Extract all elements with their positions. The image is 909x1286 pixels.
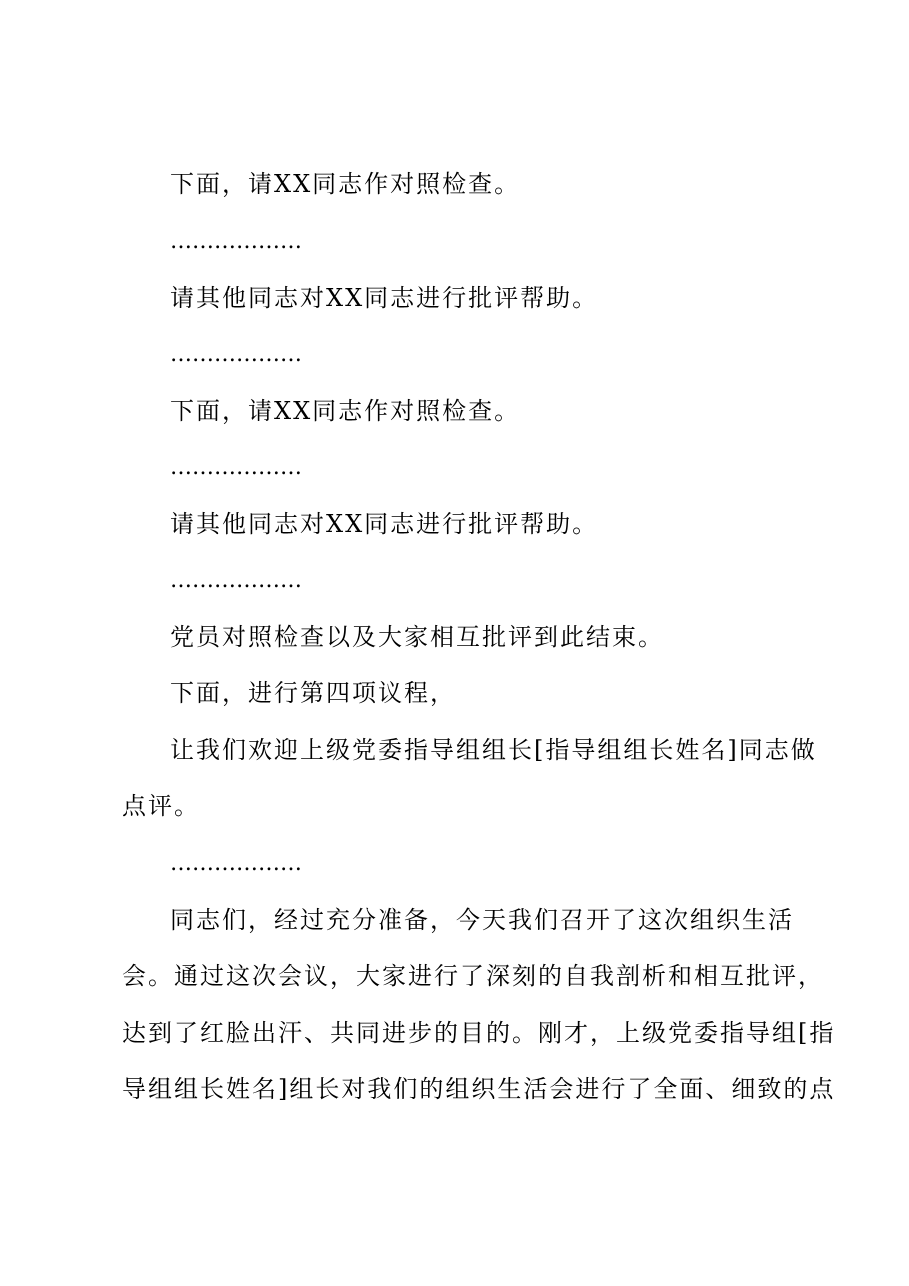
paragraph-closing-line-4: 导组组长姓名]组长对我们的组织生活会进行了全面、细致的点 — [122, 1075, 836, 1103]
paragraph-criticism-request-1: 请其他同志对XX同志进行批评帮助。 — [170, 284, 599, 312]
paragraph-closing-line-2: 会。通过这次会议，大家进行了深刻的自我剖析和相互批评， — [122, 962, 824, 990]
paragraph-agenda-four: 下面，进行第四项议程， — [170, 679, 456, 707]
paragraph-closing-line-1: 同志们，经过充分准备，今天我们召开了这次组织生活 — [170, 906, 794, 934]
paragraph-welcome-line-2: 点评。 — [122, 792, 200, 820]
paragraph-closing-line-3: 达到了红脸出汗、共同进步的目的。刚才，上级党委指导组[指 — [122, 1019, 836, 1047]
paragraph-criticism-end: 党员对照检查以及大家相互批评到此结束。 — [170, 623, 664, 651]
ellipsis-separator-4: ……………… — [170, 568, 302, 593]
ellipsis-separator-5: ……………… — [170, 851, 302, 876]
paragraph-welcome-line-1: 让我们欢迎上级党委指导组组长[指导组组长姓名]同志做 — [170, 736, 817, 764]
paragraph-criticism-request-2: 请其他同志对XX同志进行批评帮助。 — [170, 510, 599, 538]
ellipsis-separator-2: ……………… — [170, 342, 302, 367]
ellipsis-separator-3: ……………… — [170, 455, 302, 480]
paragraph-review-request-2: 下面，请XX同志作对照检查。 — [170, 397, 521, 425]
paragraph-review-request-1: 下面，请XX同志作对照检查。 — [170, 170, 521, 198]
ellipsis-separator-1: ……………… — [170, 229, 302, 254]
